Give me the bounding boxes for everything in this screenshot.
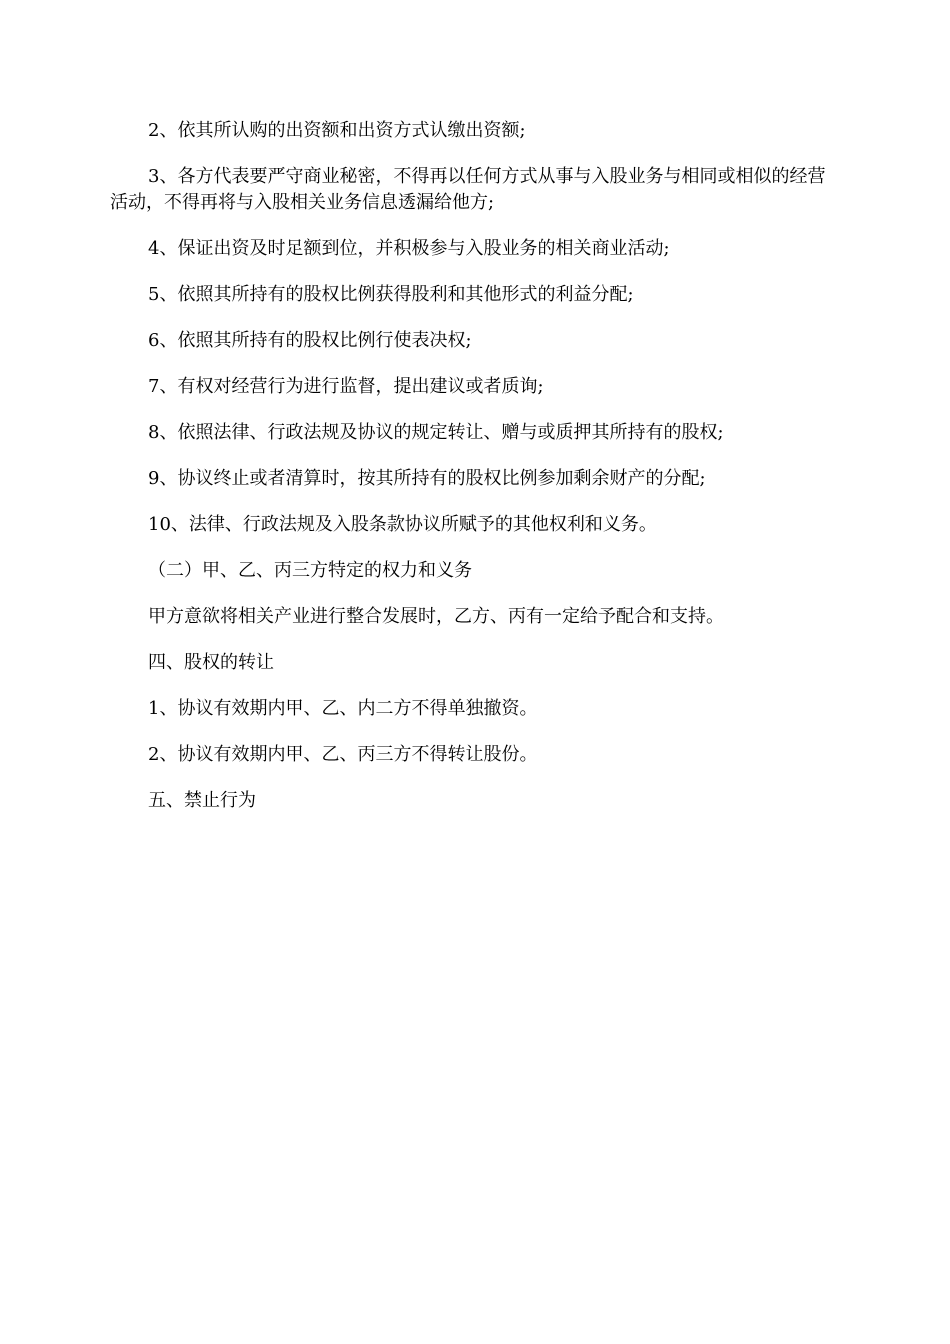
section-two-heading: （二）甲、乙、丙三方特定的权力和义务	[148, 560, 472, 581]
clause-6-paragraph: 6、依照其所持有的股权比例行使表决权;	[148, 330, 472, 351]
clause-10-paragraph: 10、法律、行政法规及入股条款协议所赋予的其他权利和义务。	[148, 514, 657, 535]
transfer-clause-2: 2、协议有效期内甲、乙、丙三方不得转让股份。	[148, 744, 538, 765]
clause-4-paragraph: 4、保证出资及时足额到位，并积极参与入股业务的相关商业活动;	[148, 238, 670, 259]
clause-3-paragraph: 3、各方代表要严守商业秘密，不得再以任何方式从事与入股业务与相同或相似的经营活动，不得再将与入股相关业务信息透漏给他方;	[110, 166, 826, 213]
clause-2-paragraph: 2、依其所认购的出资额和出资方式认缴出资额;	[148, 120, 526, 141]
clause-8-paragraph: 8、依照法律、行政法规及协议的规定转让、赠与或质押其所持有的股权;	[148, 422, 724, 443]
section-four-heading: 四、股权的转让	[148, 652, 274, 673]
clause-7-paragraph: 7、有权对经营行为进行监督，提出建议或者质询;	[148, 376, 544, 397]
clause-5-paragraph: 5、依照其所持有的股权比例获得股利和其他形式的利益分配;	[148, 284, 634, 305]
section-two-body: 甲方意欲将相关产业进行整合发展时，乙方、丙有一定给予配合和支持。	[148, 606, 724, 627]
document-body	[110, 118, 840, 834]
clause-9-paragraph: 9、协议终止或者清算时，按其所持有的股权比例参加剩余财产的分配;	[148, 468, 706, 489]
section-five-heading: 五、禁止行为	[148, 790, 256, 811]
transfer-clause-1: 1、协议有效期内甲、乙、内二方不得单独撤资。	[148, 698, 538, 719]
